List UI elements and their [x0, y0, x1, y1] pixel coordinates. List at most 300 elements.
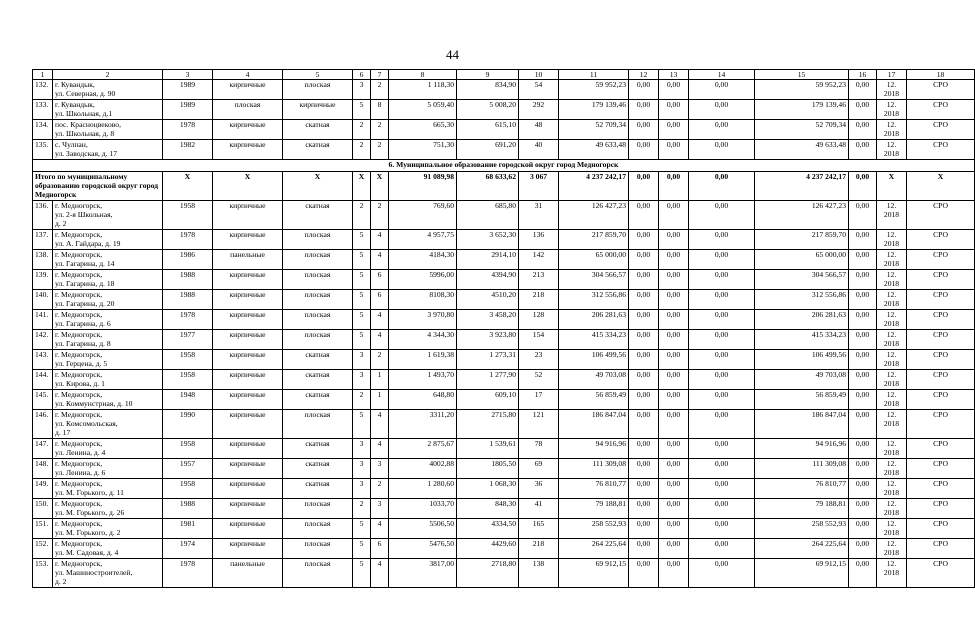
cell-liv: 2718,80 — [457, 559, 519, 588]
cell-area: 3311,20 — [389, 410, 457, 439]
cell-term: 12. 2018 — [877, 140, 907, 160]
cell-b: 0,00 — [659, 330, 689, 350]
cell-ent: 6 — [371, 539, 389, 559]
cell-liv: 4510,20 — [457, 290, 519, 310]
cell-res: 218 — [519, 290, 559, 310]
cell-sum: 415 334,23 — [755, 330, 849, 350]
cell-area: 769,60 — [389, 201, 457, 230]
cell-year: 1990 — [163, 410, 213, 439]
cell-no: 151. — [33, 519, 53, 539]
cell-ent: 1 — [371, 370, 389, 390]
cell-liv: 3 458,20 — [457, 310, 519, 330]
cell-cost: 111 309,08 — [559, 459, 629, 479]
cell-res: 17 — [519, 390, 559, 410]
cell-addr: г. Медногорск, ул. Гагарина, д. 6 — [53, 310, 163, 330]
cell-fl: 5 — [353, 330, 371, 350]
cell-b: 0,00 — [659, 120, 689, 140]
cell-roof: скатная — [283, 479, 353, 499]
cell-way: СРО — [907, 350, 975, 370]
cell-no: 142. — [33, 330, 53, 350]
table-row — [33, 201, 975, 230]
cell-walls: кирпичные — [213, 519, 283, 539]
cell-res: 218 — [519, 539, 559, 559]
cell-no: 143. — [33, 350, 53, 370]
cell-addr: с. Чулпан, ул. Заводская, д. 17 — [53, 140, 163, 160]
cell-area: 751,30 — [389, 140, 457, 160]
cell-area: 4184,30 — [389, 250, 457, 270]
cell-b: 0,00 — [659, 100, 689, 120]
cell-roof: скатная — [283, 370, 353, 390]
cell-a: 0,00 — [629, 539, 659, 559]
cell-way: СРО — [907, 439, 975, 459]
cell-a: 0,00 — [629, 499, 659, 519]
cell-sum: 258 552,93 — [755, 519, 849, 539]
cell-roof: скатная — [283, 120, 353, 140]
table-row — [33, 250, 975, 270]
cell-addr: г. Медногорск, ул. Гагарина, д. 20 — [53, 290, 163, 310]
cell-fl: 5 — [353, 519, 371, 539]
cell-addr: г. Медногорск, ул. Ленина, д. 4 — [53, 439, 163, 459]
cell-year: 1958 — [163, 201, 213, 230]
page-number: 44 — [446, 47, 459, 62]
cell-no: 134. — [33, 120, 53, 140]
table-row — [33, 310, 975, 330]
column-number-cell: 10 — [519, 70, 559, 80]
total-cell-x: X — [213, 172, 283, 201]
cell-no: 152. — [33, 539, 53, 559]
cell-ent: 2 — [371, 201, 389, 230]
cell-year: 1989 — [163, 80, 213, 100]
cell-ent: 2 — [371, 140, 389, 160]
cell-no: 153. — [33, 559, 53, 588]
cell-walls: кирпичные — [213, 120, 283, 140]
cell-fl: 3 — [353, 439, 371, 459]
table-row — [33, 230, 975, 250]
total-cell-x: X — [163, 172, 213, 201]
cell-cost: 106 499,56 — [559, 350, 629, 370]
cell-year: 1948 — [163, 390, 213, 410]
cell-c: 0,00 — [689, 559, 755, 588]
cell-walls: кирпичные — [213, 330, 283, 350]
cell-no: 140. — [33, 290, 53, 310]
cell-term: 12. 2018 — [877, 390, 907, 410]
cell-cost: 415 334,23 — [559, 330, 629, 350]
cell-roof: скатная — [283, 201, 353, 230]
cell-term: 12. 2018 — [877, 250, 907, 270]
table-row — [33, 290, 975, 310]
total-cell-res: 3 067 — [519, 172, 559, 201]
cell-walls: кирпичные — [213, 350, 283, 370]
cell-year: 1981 — [163, 519, 213, 539]
cell-walls: кирпичные — [213, 499, 283, 519]
total-cell-a: 0,00 — [629, 172, 659, 201]
cell-area: 1033,70 — [389, 499, 457, 519]
cell-b: 0,00 — [659, 80, 689, 100]
column-number-cell: 9 — [457, 70, 519, 80]
cell-walls: кирпичные — [213, 410, 283, 439]
cell-roof: плоская — [283, 559, 353, 588]
table-row — [33, 410, 975, 439]
cell-cost: 79 188,81 — [559, 499, 629, 519]
cell-addr: г. Медногорск, ул. Гагарина, д. 8 — [53, 330, 163, 350]
cell-res: 40 — [519, 140, 559, 160]
cell-way: СРО — [907, 479, 975, 499]
cell-roof: плоская — [283, 290, 353, 310]
total-cell-x: X — [371, 172, 389, 201]
cell-fl: 5 — [353, 410, 371, 439]
cell-term: 12. 2018 — [877, 120, 907, 140]
column-number-cell: 14 — [689, 70, 755, 80]
column-number-cell: 4 — [213, 70, 283, 80]
cell-d: 0,00 — [849, 559, 877, 588]
cell-term: 12. 2018 — [877, 270, 907, 290]
cell-b: 0,00 — [659, 140, 689, 160]
cell-res: 23 — [519, 350, 559, 370]
table-row — [33, 120, 975, 140]
cell-res: 78 — [519, 439, 559, 459]
cell-res: 142 — [519, 250, 559, 270]
cell-roof: скатная — [283, 140, 353, 160]
cell-no: 139. — [33, 270, 53, 290]
cell-ent: 2 — [371, 80, 389, 100]
cell-ent: 3 — [371, 499, 389, 519]
cell-fl: 3 — [353, 370, 371, 390]
cell-year: 1958 — [163, 439, 213, 459]
cell-roof: плоская — [283, 410, 353, 439]
cell-a: 0,00 — [629, 80, 659, 100]
cell-a: 0,00 — [629, 140, 659, 160]
cell-liv: 834,90 — [457, 80, 519, 100]
cell-sum: 52 709,34 — [755, 120, 849, 140]
cell-d: 0,00 — [849, 410, 877, 439]
cell-a: 0,00 — [629, 459, 659, 479]
table-row — [33, 80, 975, 100]
cell-area: 3817,00 — [389, 559, 457, 588]
cell-ent: 2 — [371, 479, 389, 499]
cell-res: 69 — [519, 459, 559, 479]
cell-sum: 59 952,23 — [755, 80, 849, 100]
cell-b: 0,00 — [659, 270, 689, 290]
cell-roof: кирпичные — [283, 100, 353, 120]
cell-area: 2 875,67 — [389, 439, 457, 459]
cell-term: 12. 2018 — [877, 459, 907, 479]
cell-roof: плоская — [283, 310, 353, 330]
cell-addr: г. Медногорск, ул. Машиностроителей, д. 2 — [53, 559, 163, 588]
cell-area: 5506,50 — [389, 519, 457, 539]
cell-year: 1958 — [163, 479, 213, 499]
cell-addr: г. Медногорск, ул. Кирова, д. 1 — [53, 370, 163, 390]
column-number-cell: 3 — [163, 70, 213, 80]
cell-res: 41 — [519, 499, 559, 519]
cell-addr: г. Медногорск, ул. Гагарина, д. 14 — [53, 250, 163, 270]
cell-no: 137. — [33, 230, 53, 250]
cell-walls: кирпичные — [213, 370, 283, 390]
cell-walls: кирпичные — [213, 140, 283, 160]
cell-addr: г. Медногорск, ул. М. Садовая, д. 4 — [53, 539, 163, 559]
total-cell-x: X — [907, 172, 975, 201]
cell-fl: 3 — [353, 350, 371, 370]
cell-ent: 6 — [371, 290, 389, 310]
cell-b: 0,00 — [659, 410, 689, 439]
cell-walls: панельные — [213, 559, 283, 588]
cell-term: 12. 2018 — [877, 410, 907, 439]
cell-a: 0,00 — [629, 270, 659, 290]
cell-c: 0,00 — [689, 120, 755, 140]
cell-way: СРО — [907, 270, 975, 290]
cell-b: 0,00 — [659, 459, 689, 479]
cell-d: 0,00 — [849, 390, 877, 410]
cell-addr: г. Медногорск, ул. 2-я Школьная, д. 2 — [53, 201, 163, 230]
cell-sum: 106 499,56 — [755, 350, 849, 370]
cell-way: СРО — [907, 559, 975, 588]
cell-way: СРО — [907, 499, 975, 519]
section-title-row — [33, 160, 975, 172]
cell-a: 0,00 — [629, 410, 659, 439]
cell-addr: г. Медногорск, ул. Коммунстрная, д. 10 — [53, 390, 163, 410]
table-row — [33, 270, 975, 290]
cell-year: 1988 — [163, 499, 213, 519]
cell-sum: 186 847,04 — [755, 410, 849, 439]
cell-liv: 1 273,31 — [457, 350, 519, 370]
cell-res: 48 — [519, 120, 559, 140]
cell-way: СРО — [907, 310, 975, 330]
cell-a: 0,00 — [629, 100, 659, 120]
cell-term: 12. 2018 — [877, 201, 907, 230]
cell-d: 0,00 — [849, 370, 877, 390]
cell-b: 0,00 — [659, 310, 689, 330]
cell-b: 0,00 — [659, 290, 689, 310]
cell-cost: 56 859,49 — [559, 390, 629, 410]
cell-walls: кирпичные — [213, 390, 283, 410]
cell-area: 4002,88 — [389, 459, 457, 479]
cell-a: 0,00 — [629, 390, 659, 410]
cell-b: 0,00 — [659, 370, 689, 390]
cell-way: СРО — [907, 390, 975, 410]
column-number-row — [33, 70, 975, 80]
total-cell-c: 0,00 — [689, 172, 755, 201]
cell-way: СРО — [907, 100, 975, 120]
cell-cost: 76 810,77 — [559, 479, 629, 499]
table-row — [33, 519, 975, 539]
cell-c: 0,00 — [689, 290, 755, 310]
cell-no: 148. — [33, 459, 53, 479]
cell-term: 12. 2018 — [877, 100, 907, 120]
cell-liv: 2715,80 — [457, 410, 519, 439]
cell-fl: 5 — [353, 270, 371, 290]
cell-walls: панельные — [213, 250, 283, 270]
cell-d: 0,00 — [849, 350, 877, 370]
total-cell-area: 91 089,98 — [389, 172, 457, 201]
cell-res: 154 — [519, 330, 559, 350]
table-row — [33, 350, 975, 370]
cell-d: 0,00 — [849, 519, 877, 539]
cell-cost: 69 912,15 — [559, 559, 629, 588]
cell-year: 1957 — [163, 459, 213, 479]
cell-walls: кирпичные — [213, 310, 283, 330]
cell-fl: 3 — [353, 479, 371, 499]
cell-d: 0,00 — [849, 439, 877, 459]
cell-sum: 304 566,57 — [755, 270, 849, 290]
cell-no: 150. — [33, 499, 53, 519]
cell-b: 0,00 — [659, 390, 689, 410]
cell-liv: 615,10 — [457, 120, 519, 140]
cell-no: 149. — [33, 479, 53, 499]
cell-sum: 206 281,63 — [755, 310, 849, 330]
cell-roof: плоская — [283, 499, 353, 519]
table-row — [33, 370, 975, 390]
section-title: 6. Муниципальное образование городской округ город Медногорск — [33, 160, 975, 172]
cell-cost: 206 281,63 — [559, 310, 629, 330]
table-row — [33, 539, 975, 559]
cell-year: 1958 — [163, 370, 213, 390]
cell-d: 0,00 — [849, 120, 877, 140]
table-row — [33, 499, 975, 519]
cell-cost: 186 847,04 — [559, 410, 629, 439]
cell-term: 12. 2018 — [877, 439, 907, 459]
cell-fl: 3 — [353, 80, 371, 100]
total-row — [33, 172, 975, 201]
cell-addr: пос. Красноцвеково, ул. Школьная, д. 8 — [53, 120, 163, 140]
cell-addr: г. Медногорск, ул. Гагарина, д. 18 — [53, 270, 163, 290]
cell-term: 12. 2018 — [877, 370, 907, 390]
cell-sum: 79 188,81 — [755, 499, 849, 519]
cell-way: СРО — [907, 330, 975, 350]
cell-area: 8108,30 — [389, 290, 457, 310]
total-cell-b: 0,00 — [659, 172, 689, 201]
cell-roof: плоская — [283, 80, 353, 100]
cell-roof: плоская — [283, 230, 353, 250]
cell-c: 0,00 — [689, 80, 755, 100]
cell-year: 1989 — [163, 100, 213, 120]
cell-a: 0,00 — [629, 120, 659, 140]
cell-d: 0,00 — [849, 479, 877, 499]
cell-fl: 2 — [353, 120, 371, 140]
cell-no: 146. — [33, 410, 53, 439]
cell-liv: 1 539,61 — [457, 439, 519, 459]
cell-res: 31 — [519, 201, 559, 230]
cell-term: 12. 2018 — [877, 230, 907, 250]
cell-roof: плоская — [283, 539, 353, 559]
cell-way: СРО — [907, 539, 975, 559]
total-cell-x: X — [353, 172, 371, 201]
cell-a: 0,00 — [629, 439, 659, 459]
cell-c: 0,00 — [689, 479, 755, 499]
cell-fl: 5 — [353, 250, 371, 270]
cell-area: 1 280,60 — [389, 479, 457, 499]
cell-term: 12. 2018 — [877, 499, 907, 519]
cell-d: 0,00 — [849, 270, 877, 290]
cell-a: 0,00 — [629, 250, 659, 270]
cell-addr: г. Медногорск, ул. Комсомольская, д. 17 — [53, 410, 163, 439]
cell-ent: 2 — [371, 120, 389, 140]
cell-ent: 1 — [371, 390, 389, 410]
cell-liv: 685,80 — [457, 201, 519, 230]
cell-c: 0,00 — [689, 370, 755, 390]
cell-c: 0,00 — [689, 230, 755, 250]
cell-a: 0,00 — [629, 310, 659, 330]
cell-addr: г. Кувандык, ул. Школьная, д.1 — [53, 100, 163, 120]
cell-walls: кирпичные — [213, 270, 283, 290]
cell-addr: г. Медногорск, ул. М. Горького, д. 26 — [53, 499, 163, 519]
cell-ent: 4 — [371, 310, 389, 330]
cell-a: 0,00 — [629, 350, 659, 370]
cell-addr: г. Медногорск, ул. М. Горького, д. 2 — [53, 519, 163, 539]
cell-res: 128 — [519, 310, 559, 330]
cell-ent: 4 — [371, 439, 389, 459]
cell-fl: 2 — [353, 499, 371, 519]
cell-b: 0,00 — [659, 499, 689, 519]
cell-no: 135. — [33, 140, 53, 160]
cell-year: 1982 — [163, 140, 213, 160]
cell-way: СРО — [907, 519, 975, 539]
cell-fl: 2 — [353, 390, 371, 410]
cell-year: 1988 — [163, 270, 213, 290]
cell-year: 1986 — [163, 250, 213, 270]
column-number-cell: 2 — [53, 70, 163, 80]
cell-area: 1 493,70 — [389, 370, 457, 390]
cell-a: 0,00 — [629, 230, 659, 250]
cell-cost: 304 566,57 — [559, 270, 629, 290]
cell-d: 0,00 — [849, 100, 877, 120]
cell-term: 12. 2018 — [877, 330, 907, 350]
cell-cost: 264 225,64 — [559, 539, 629, 559]
cell-no: 144. — [33, 370, 53, 390]
table-row — [33, 479, 975, 499]
cell-a: 0,00 — [629, 479, 659, 499]
cell-b: 0,00 — [659, 439, 689, 459]
column-number-cell: 7 — [371, 70, 389, 80]
column-number-cell: 5 — [283, 70, 353, 80]
cell-cost: 65 000,00 — [559, 250, 629, 270]
cell-fl: 2 — [353, 201, 371, 230]
cell-cost: 59 952,23 — [559, 80, 629, 100]
cell-cost: 94 916,96 — [559, 439, 629, 459]
cell-way: СРО — [907, 459, 975, 479]
cell-cost: 258 552,93 — [559, 519, 629, 539]
cell-no: 138. — [33, 250, 53, 270]
total-cell-x: X — [877, 172, 907, 201]
cell-d: 0,00 — [849, 310, 877, 330]
cell-a: 0,00 — [629, 290, 659, 310]
cell-sum: 111 309,08 — [755, 459, 849, 479]
column-number-cell: 11 — [559, 70, 629, 80]
cell-roof: плоская — [283, 519, 353, 539]
cell-area: 665,30 — [389, 120, 457, 140]
cell-a: 0,00 — [629, 559, 659, 588]
cell-b: 0,00 — [659, 479, 689, 499]
cell-c: 0,00 — [689, 519, 755, 539]
table-row — [33, 330, 975, 350]
column-number-cell: 15 — [755, 70, 849, 80]
cell-fl: 2 — [353, 140, 371, 160]
cell-year: 1978 — [163, 230, 213, 250]
cell-liv: 2914,10 — [457, 250, 519, 270]
cell-d: 0,00 — [849, 230, 877, 250]
cell-res: 121 — [519, 410, 559, 439]
cell-cost: 49 703,08 — [559, 370, 629, 390]
cell-area: 4 344,30 — [389, 330, 457, 350]
total-cell-x: X — [283, 172, 353, 201]
cell-b: 0,00 — [659, 230, 689, 250]
cell-liv: 4334,50 — [457, 519, 519, 539]
cell-d: 0,00 — [849, 140, 877, 160]
table-body — [33, 70, 975, 588]
cell-res: 138 — [519, 559, 559, 588]
cell-cost: 217 859,70 — [559, 230, 629, 250]
table-row — [33, 459, 975, 479]
cell-res: 36 — [519, 479, 559, 499]
cell-way: СРО — [907, 370, 975, 390]
